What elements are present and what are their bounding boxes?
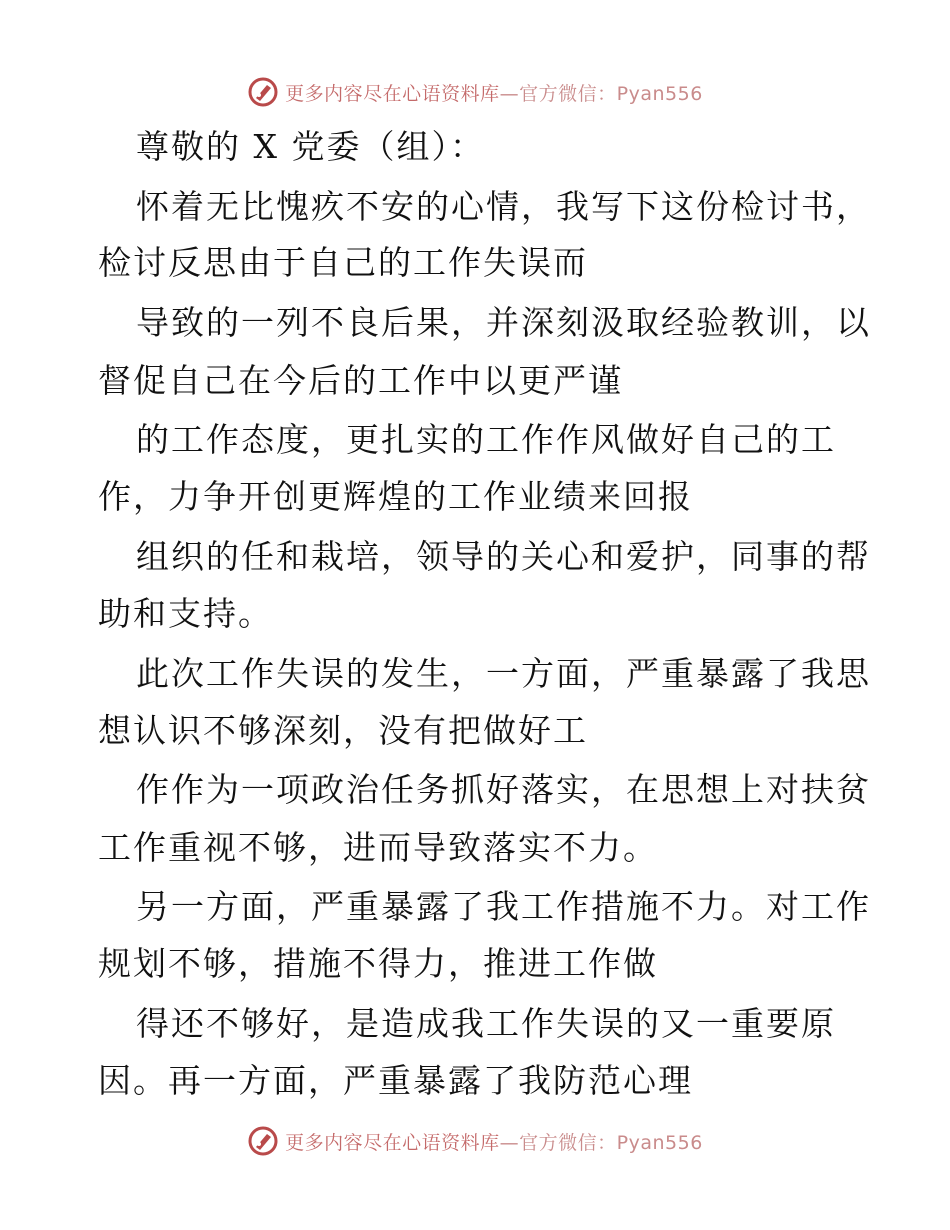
pen-circle-logo-icon [247, 1125, 279, 1157]
paragraph-line: 作作为一项政治任务抓好落实，在思想上对扶贫 [136, 770, 871, 809]
paragraph-line: 此次工作失误的发生，一方面，严重暴露了我思 [136, 654, 871, 693]
watermark-text: 更多内容尽在心语资料库—官方微信：Pyan556 [285, 1131, 703, 1154]
paragraph-line: 导致的一列不良后果，并深刻汲取经验教训，以 [136, 303, 871, 342]
paragraph-line: 得还不够好，是造成我工作失误的又一重要原 [136, 1004, 836, 1043]
footer-watermark [0, 1121, 950, 1161]
paragraph-line: 规划不够，措施不得力，推进工作做 [98, 944, 658, 983]
paragraph-line: 因。再一方面，严重暴露了我防范心理 [98, 1061, 693, 1100]
paragraph-line: 怀着无比愧疚不安的心情，我写下这份检讨书， [136, 187, 871, 226]
paragraph-line: 工作重视不够，进而导致落实不力。 [98, 828, 658, 867]
paragraph-line: 另一方面，严重暴露了我工作措施不力。对工作 [136, 887, 871, 926]
paragraph-line: 督促自己在今后的工作中以更严谨 [98, 361, 623, 400]
paragraph-line: 作，力争开创更辉煌的工作业绩来回报 [98, 477, 693, 516]
pen-circle-logo-icon [247, 76, 279, 108]
paragraph-line: 想认识不够深刻，没有把做好工 [98, 711, 588, 750]
paragraph-line: 检讨反思由于自己的工作失误而 [98, 243, 588, 282]
salutation: 尊敬的 X 党委（组）： [136, 127, 485, 166]
paragraph-line: 助和支持。 [98, 594, 273, 633]
paragraph-line: 组织的任和栽培，领导的关心和爱护，同事的帮 [136, 537, 871, 576]
watermark-text: 更多内容尽在心语资料库—官方微信：Pyan556 [285, 82, 703, 105]
header-watermark [0, 72, 950, 112]
paragraph-line: 的工作态度，更扎实的工作作风做好自己的工 [136, 420, 836, 459]
